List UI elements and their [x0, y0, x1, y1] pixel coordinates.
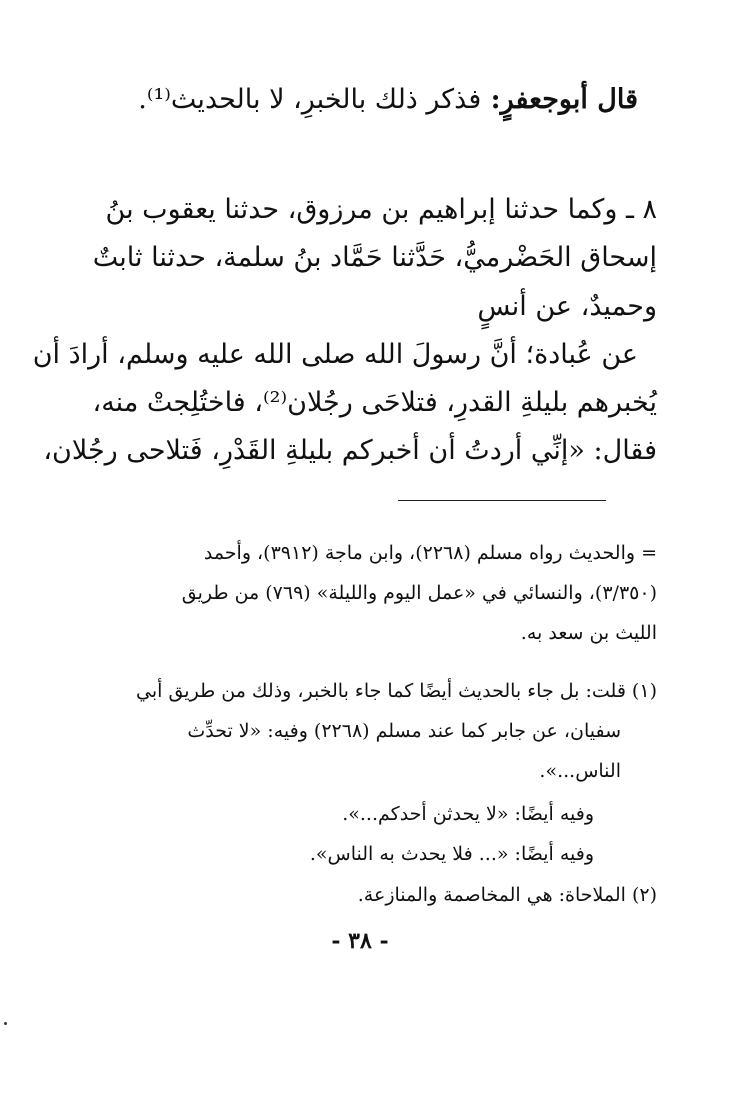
footnote-1-line-3: الناس...». — [539, 760, 621, 782]
footnote-1-line-2: سفيان، عن جابر كما عند مسلم (٢٢٦٨) وفيه: «لا تحدِّث — [187, 720, 621, 742]
footnote-1-line-5: وفيه أيضًا: «... فلا يحدث به الناس». — [309, 843, 594, 865]
hadith-line-1: ٨ ـ وكما حدثنا إبراهيم بن مرزوق، حدثنا يعقوب بنُ — [105, 194, 657, 225]
intro-speaker: قال أبوجعفرٍ: — [490, 84, 638, 115]
footnote-divider — [398, 500, 606, 501]
intro-line — [138, 84, 638, 115]
intro-text: فذكر ذلك بالخبرِ، لا بالحديث⁽¹⁾. — [138, 84, 482, 115]
footnote-2: (٢) الملاحاة: هي المخاصمة والمنازعة. — [357, 884, 657, 906]
hadith-line-5: يُخبرهم بليلةِ القدرِ، فتلاحَى رجُلان⁽²⁾، فاختُلِجتْ منه، — [92, 387, 657, 418]
hadith-line-3: وحميدٌ، عن أنسٍ — [477, 291, 657, 322]
hadith-line-2: إسحاق الحَضْرميُّ، حَدَّثنا حَمَّاد بنُ سلمة، حدثنا ثابتٌ — [92, 242, 657, 273]
hadith-line-4: عن عُبادة؛ أنَّ رسولَ الله صلى الله عليه وسلم، أرادَ أن — [32, 339, 638, 370]
footnote-1-line-1: (١) قلت: بل جاء بالحديث أيضًا كما جاء بالخبر، وذلك من طريق أبي — [136, 680, 657, 702]
page-number: - ٣٨ - — [331, 928, 389, 954]
footnote-continuation-1: = والحديث رواه مسلم (٢٢٦٨)، وابن ماجة (٣٩١٢)، وأحمد — [203, 542, 657, 564]
footnote-continuation-2: (٣/٣٥٠)، والنسائي في «عمل اليوم والليلة» (٧٦٩) من طريق — [181, 582, 657, 604]
hadith-line-6: فقال: «إنِّي أردتُ أن أخبركم بليلةِ القَدْرِ، فَتلاحى رجُلان، — [43, 435, 657, 466]
scan-speck — [4, 1022, 7, 1025]
footnote-continuation-3: الليث بن سعد به. — [520, 622, 657, 644]
footnote-1-line-4: وفيه أيضًا: «لا يحدثن أحدكم...». — [342, 803, 594, 825]
